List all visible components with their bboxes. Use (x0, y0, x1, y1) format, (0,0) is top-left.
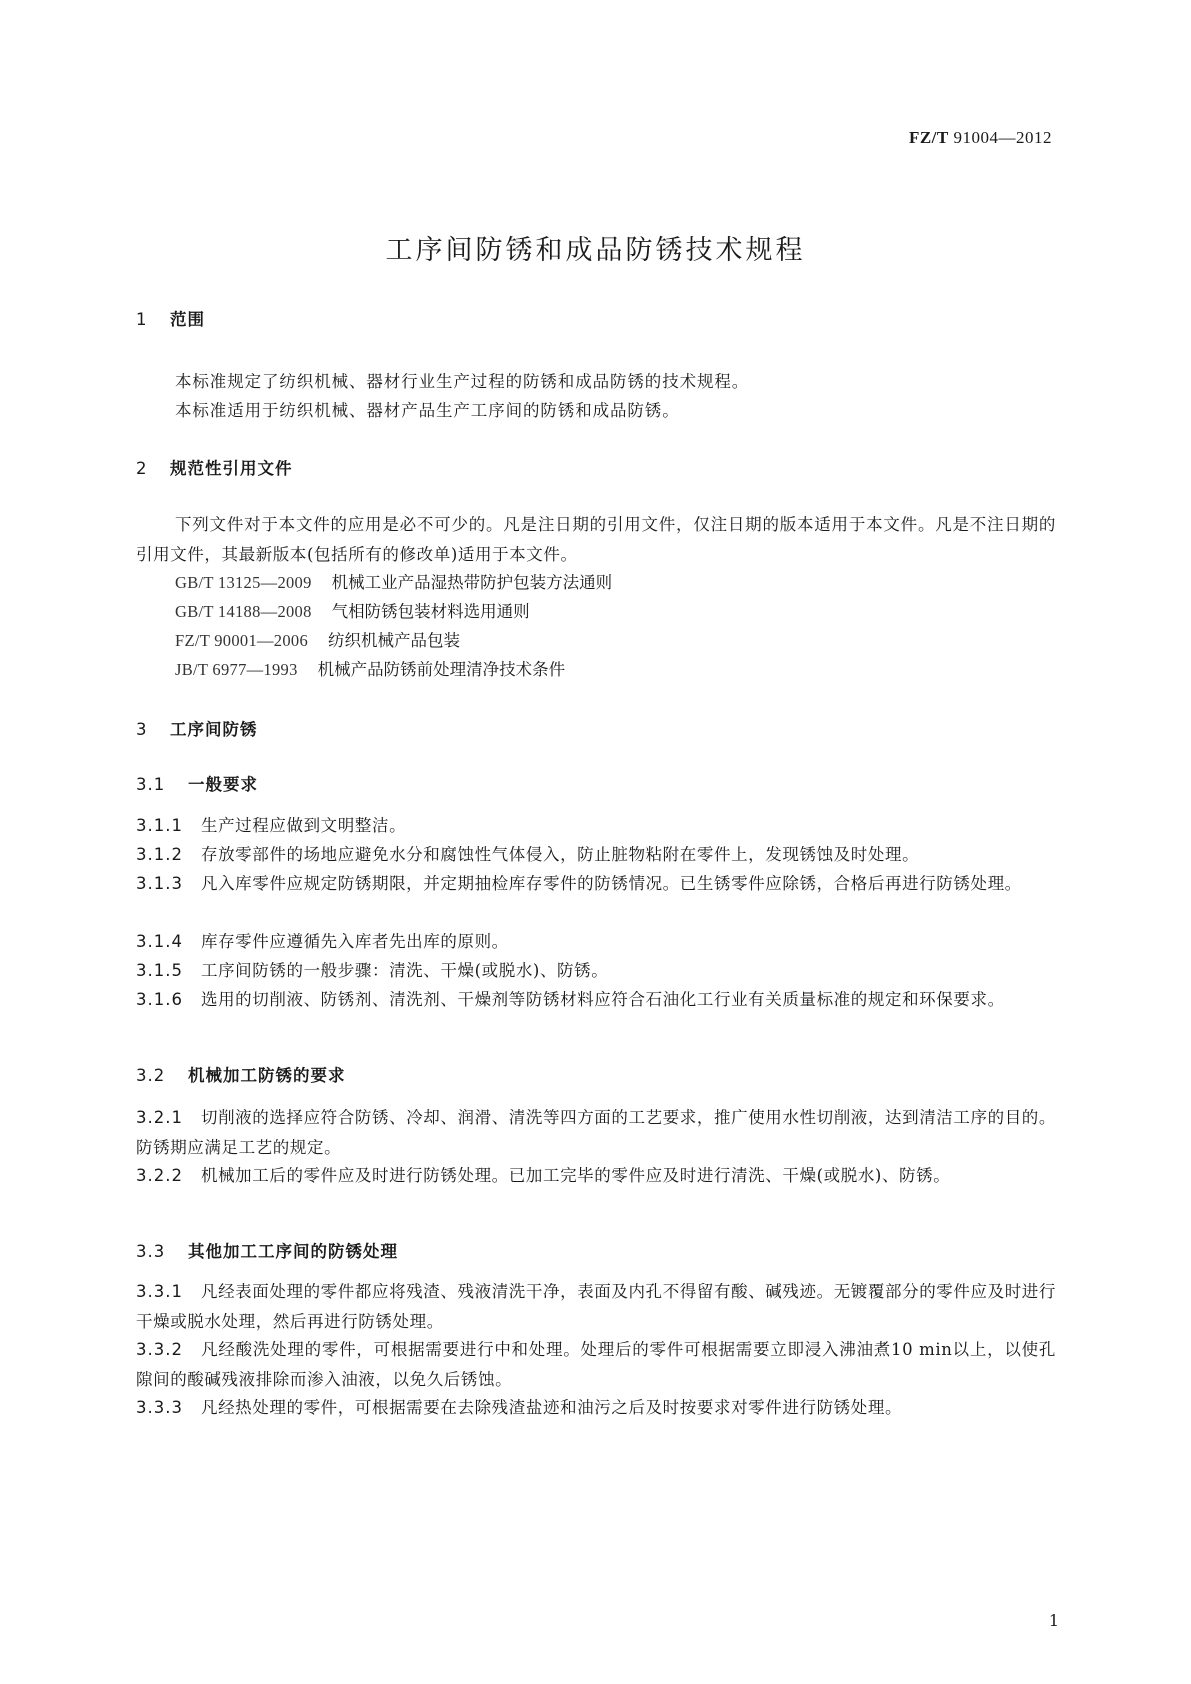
reference-code: GB/T 14188—2008 (175, 602, 312, 621)
section-number: 1 (136, 310, 148, 329)
section-3-1-heading (136, 771, 258, 795)
reference-title: 气相防锈包装材料选用通则 (331, 602, 530, 621)
clause-number: 3.3.1 (136, 1282, 183, 1301)
scope-line-2: 本标准适用于纺织机械、器材产品生产工序间的防锈和成品防锈。 (175, 401, 680, 420)
clause-3-3-1 (136, 1277, 1056, 1337)
standard-code: FZ/T (908, 128, 949, 147)
clause-text: 机械加工后的零件应及时进行防锈处理。已加工完毕的零件应及时进行清洗、干燥(或脱水)、防锈。 (200, 1166, 951, 1185)
clause-3-1-3 (136, 869, 1056, 899)
clause-3-1-2 (136, 840, 1056, 870)
clause-number: 3.1.6 (136, 990, 183, 1009)
clause-text: 切削液的选择应符合防锈、冷却、润滑、清洗等四方面的工艺要求，推广使用水性切削液，达到清洁工序的目的。防锈期应满足工艺的规定。 (136, 1108, 1056, 1157)
standard-number (909, 128, 1052, 148)
clause-text: 凡经表面处理的零件都应将残渣、残液清洗干净，表面及内孔不得留有酸、碱残迹。无镀覆部分的零件应及时进行干燥或脱水处理，然后再进行防锈处理。 (136, 1282, 1056, 1331)
clause-number: 3.1.1 (136, 816, 183, 835)
section-title: 其他加工工序间的防锈处理 (188, 1242, 398, 1261)
clause-3-2-2 (136, 1161, 1056, 1191)
clause-number: 3.1.4 (136, 932, 183, 951)
reference-item (175, 598, 530, 622)
clause-3-1-4 (136, 927, 1056, 957)
section-3-2-heading (136, 1062, 346, 1086)
clause-3-1-5 (136, 956, 1056, 986)
section-number: 3.1 (136, 775, 166, 794)
clause-text: 选用的切削液、防锈剂、清洗剂、干燥剂等防锈材料应符合石油化工行业有关质量标准的规定和环保要求。 (200, 990, 1005, 1009)
clause-text: 生产过程应做到文明整洁。 (200, 816, 407, 835)
clause-text: 凡经热处理的零件，可根据需要在去除残渣盐迹和油污之后及时按要求对零件进行防锈处理。 (200, 1398, 903, 1417)
reference-code: FZ/T 90001—2006 (175, 631, 308, 650)
clause-text: 存放零部件的场地应避免水分和腐蚀性气体侵入，防止脏物粘附在零件上，发现锈蚀及时处理。 (200, 845, 920, 864)
standard-year: 91004—2012 (953, 128, 1052, 147)
clause-number: 3.3.2 (136, 1340, 183, 1359)
reference-item (175, 569, 612, 593)
clause-text: 凡经酸洗处理的零件，可根据需要进行中和处理。处理后的零件可根据需要立即浸入沸油煮10 min以上，以使孔隙间的酸碱残液排除而渗入油液，以免久后锈蚀。 (136, 1340, 1056, 1389)
reference-item (175, 627, 460, 651)
clause-number: 3.1.3 (136, 874, 183, 893)
clause-number: 3.2.2 (136, 1166, 183, 1185)
section-2-heading (136, 455, 293, 479)
section-title: 机械加工防锈的要求 (188, 1066, 346, 1085)
section-number: 3 (136, 720, 148, 739)
reference-title: 机械产品防锈前处理清净技术条件 (317, 660, 566, 679)
clause-3-1-1 (136, 811, 1056, 841)
page-number: 1 (1048, 1611, 1059, 1630)
section-3-heading (136, 716, 258, 740)
reference-title: 纺织机械产品包装 (328, 631, 460, 650)
scope-line-1: 本标准规定了纺织机械、器材行业生产过程的防锈和成品防锈的技术规程。 (175, 372, 750, 391)
section-title: 一般要求 (188, 775, 258, 794)
section-3-3-heading (136, 1238, 398, 1262)
document-title: 工序间防锈和成品防锈技术规程 (385, 235, 806, 266)
clause-text: 库存零件应遵循先入库者先出库的原则。 (200, 932, 509, 951)
clause-number: 3.1.2 (136, 845, 183, 864)
clause-text: 凡入库零件应规定防锈期限，并定期抽检库存零件的防锈情况。已生锈零件应除锈，合格后再进行防锈处理。 (200, 874, 1022, 893)
section-1-heading (136, 306, 205, 330)
section-title: 范围 (170, 310, 205, 329)
section-number: 3.2 (136, 1066, 166, 1085)
reference-code: GB/T 13125—2009 (175, 573, 312, 592)
references-intro: 下列文件对于本文件的应用是必不可少的。凡是注日期的引用文件，仅注日期的版本适用于本文件。凡是不注日期的引用文件，其最新版本(包括所有的修改单)适用于本文件。 (136, 515, 1056, 564)
section-title: 规范性引用文件 (170, 459, 293, 478)
clause-number: 3.3.3 (136, 1398, 183, 1417)
clause-number: 3.2.1 (136, 1108, 183, 1127)
reference-code: JB/T 6977—1993 (175, 660, 298, 679)
clause-number: 3.1.5 (136, 961, 183, 980)
clause-3-3-2 (136, 1335, 1056, 1395)
section-number: 3.3 (136, 1242, 166, 1261)
clause-3-2-1 (136, 1103, 1056, 1163)
clause-3-1-6 (136, 985, 1056, 1015)
clause-text: 工序间防锈的一般步骤：清洗、干燥(或脱水)、防锈。 (200, 961, 609, 980)
reference-item (175, 656, 565, 680)
clause-3-3-3 (136, 1393, 1056, 1423)
section-number: 2 (136, 459, 148, 478)
section-title: 工序间防锈 (170, 720, 258, 739)
reference-title: 机械工业产品湿热带防护包装方法通则 (331, 573, 613, 592)
